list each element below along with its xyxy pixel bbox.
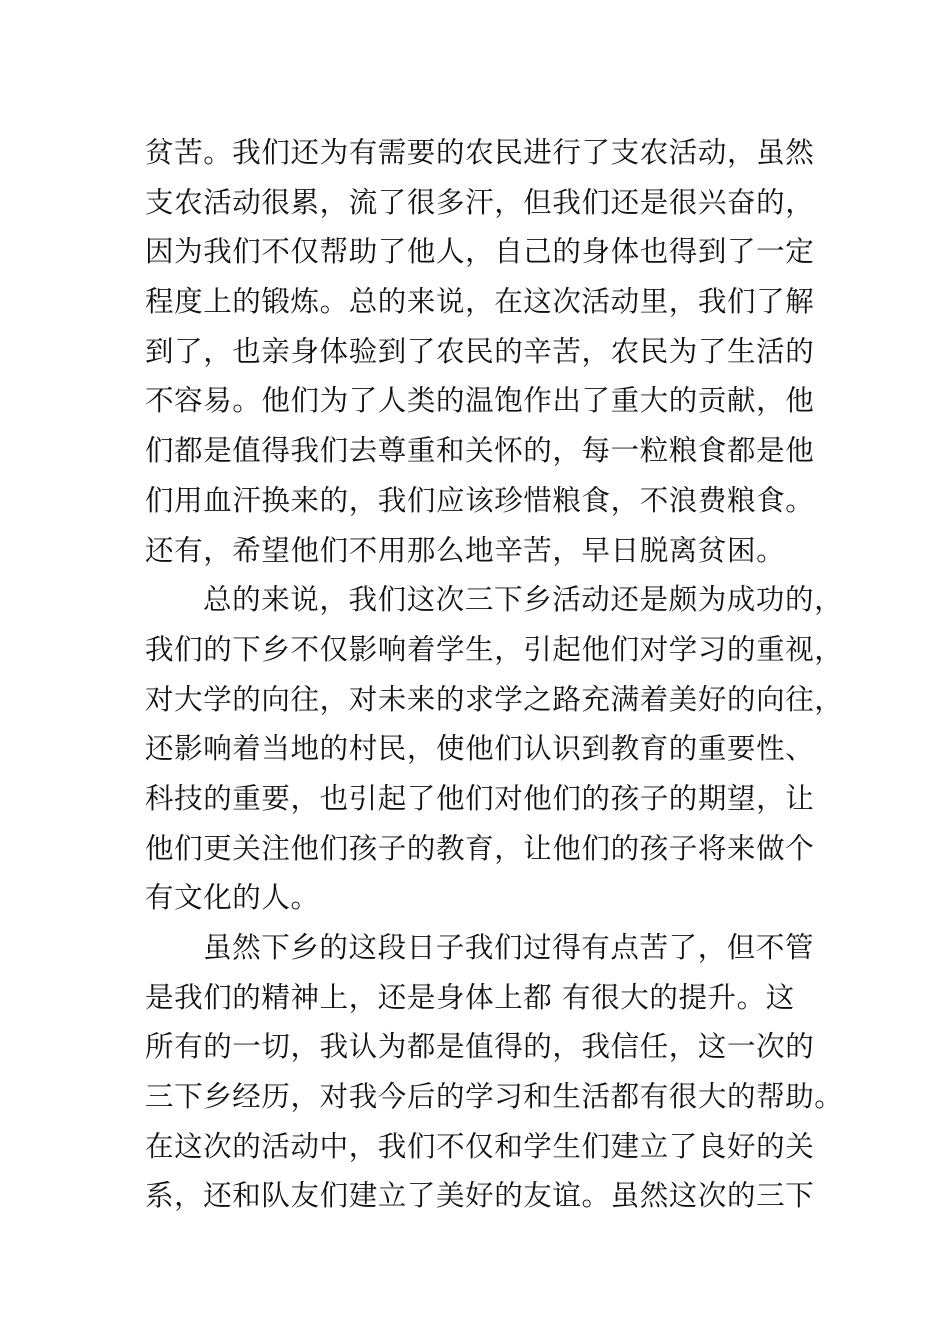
text-line: 还有，希望他们不用那么地辛苦，早日脱离贫困。 xyxy=(145,533,786,567)
text-line: 对大学的向往，对未来的求学之路充满着美好的向往， xyxy=(145,682,844,716)
text-line: 支农活动很累，流了很多汗，但我们还是很兴奋的， xyxy=(145,185,815,219)
text-line: 系，还和队友们建立了美好的友谊。虽然这次的三下 xyxy=(145,1179,815,1213)
text-line: 还影响着当地的村民，使他们认识到教育的重要性、 xyxy=(145,732,815,766)
text-line: 们用血汗换来的，我们应该珍惜粮食，不浪费粮食。 xyxy=(145,483,815,517)
paragraph-first-line: 虽然下乡的这段日子我们过得有点苦了，但不管 xyxy=(203,931,815,964)
text-line: 所有的一切，我认为都是值得的，我信任，这一次的 xyxy=(145,1030,815,1064)
text-line: 因为我们不仅帮助了他人，自己的身体也得到了一定 xyxy=(145,235,815,269)
text-line: 们都是值得我们去尊重和关怀的，每一粒粮食都是他 xyxy=(145,434,815,468)
text-line: 贫苦。我们还为有需要的农民进行了支农活动，虽然 xyxy=(145,136,815,169)
text-line: 科技的重要，也引起了他们对他们的孩子的期望，让 xyxy=(145,781,815,815)
text-line: 有文化的人。 xyxy=(145,881,320,915)
text-line: 是我们的精神上，还是身体上都 有很大的提升。这 xyxy=(145,980,795,1014)
text-line: 在这次的活动中，我们不仅和学生们建立了良好的关 xyxy=(145,1129,815,1163)
body-text xyxy=(145,128,845,1221)
text-line: 他们更关注他们孩子的教育，让他们的孩子将来做个 xyxy=(145,831,815,865)
text-line: 三下乡经历，对我今后的学习和生活都有很大的帮助。 xyxy=(145,1080,844,1114)
text-line: 我们的下乡不仅影响着学生，引起他们对学习的重视， xyxy=(145,632,844,666)
paragraph-first-line: 总的来说，我们这次三下乡活动还是颇为成功的， xyxy=(203,583,844,617)
text-line: 程度上的锻炼。总的来说，在这次活动里，我们了解 xyxy=(145,285,815,319)
text-line: 不容易。他们为了人类的温饱作出了重大的贡献，他 xyxy=(145,384,815,418)
text-line: 到了，也亲身体验到了农民的辛苦，农民为了生活的 xyxy=(145,334,815,368)
